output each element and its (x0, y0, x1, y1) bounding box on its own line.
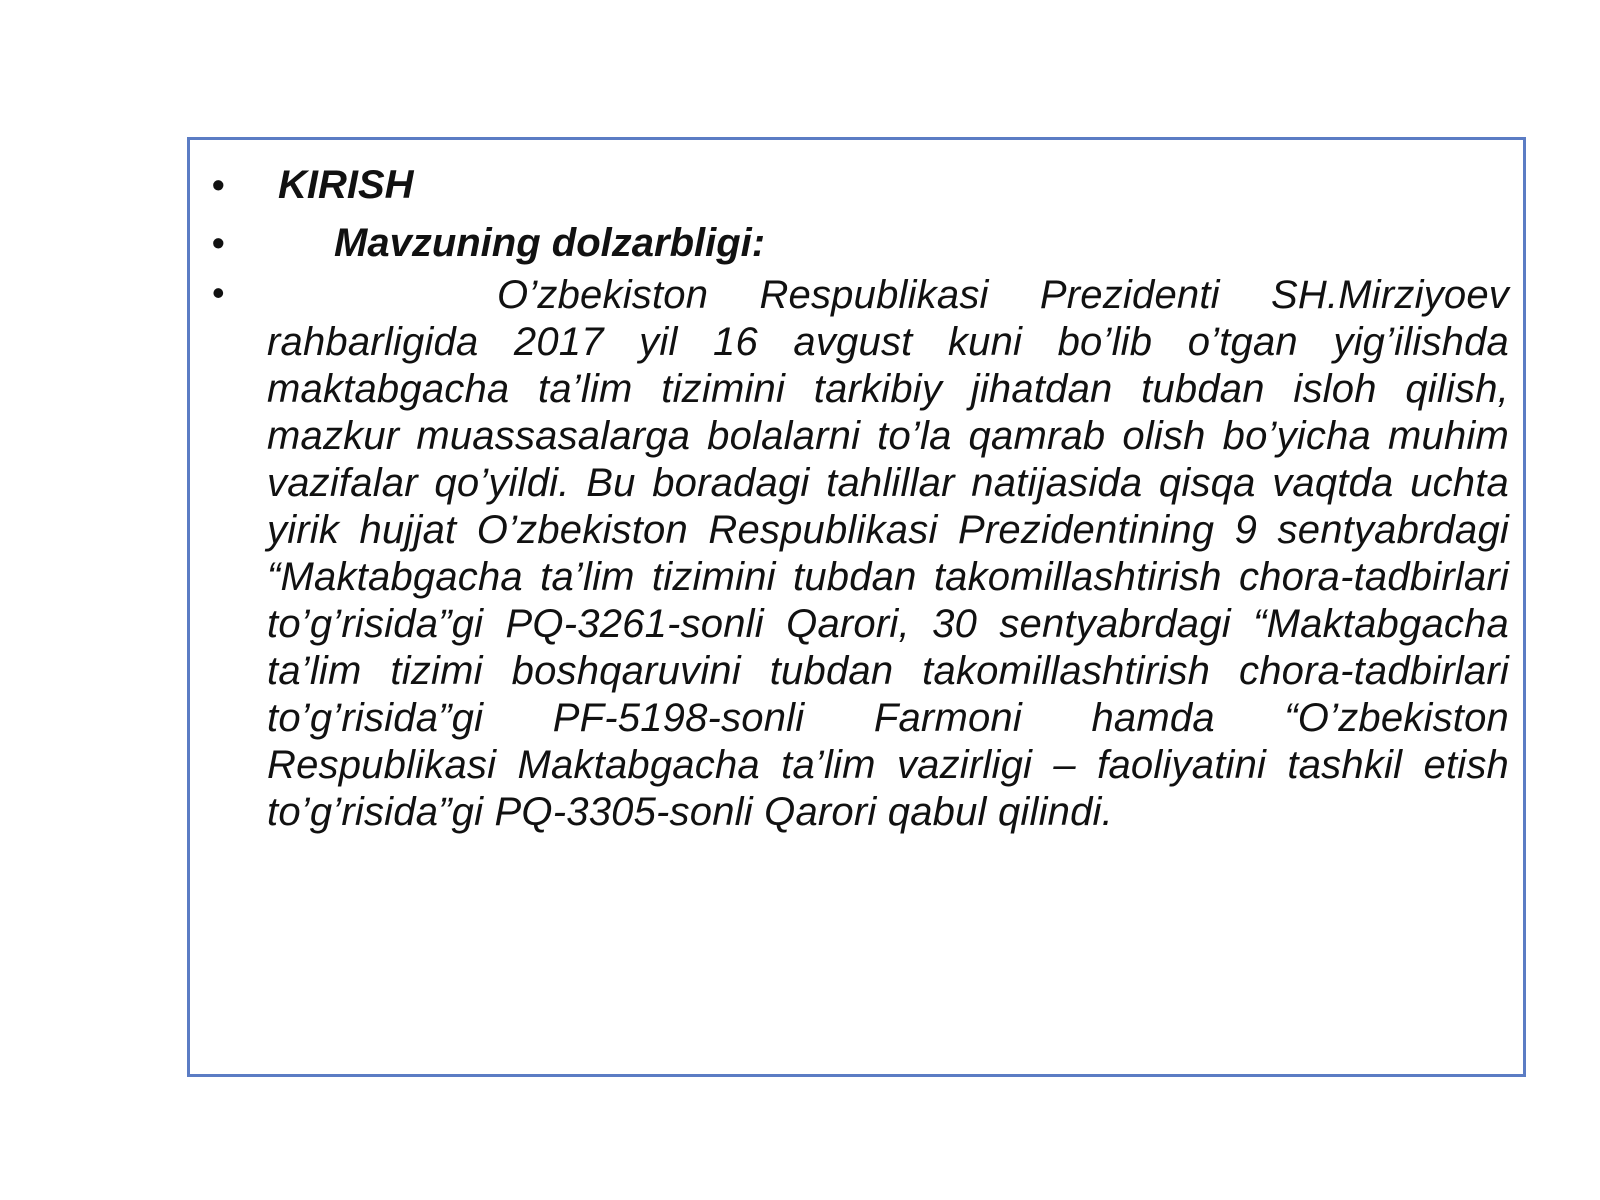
bullet-icon: • (212, 272, 225, 313)
intro-heading: KIRISH (278, 163, 414, 207)
topic-heading: Mavzuning dolzarbligi: (334, 221, 766, 265)
slide-text-frame (187, 137, 1526, 1077)
body-paragraph: O’zbekiston Respublikasi Prezidenti SH.Mirziyoev rahbarligida 2017 yil 16 avgust kuni bo’lib o’tgan yig’ilishda maktabgacha ta’lim tizimini tarkibiy jihatdan tubdan isloh qilish, mazkur muassasalarga bolalarni to’la qamrab olish bo’yicha muhim vazifalar qo’yildi. Bu boradagi tahlillar natijasida qisqa vaqtda uchta yirik hujjat O’zbekiston Respublikasi Prezidentining 9 sentyabrdagi “Maktabgacha ta’lim tizimini tubdan takomillashtirish chora-tadbirlari to’g’risida”gi PQ-3261-sonli Qarori, 30 sentyabrdagi “Maktabgacha ta’lim tizimi boshqaruvini tubdan takomillashtirish chora-tadbirlari to’g’risida”gi PF-5198-sonli Farmoni hamda “O’zbekiston Respublikasi Maktabgacha ta’lim vazirligi – faoliyatini tashkil etish to’g’risida”gi PQ-3305-sonli Qarori qabul qilindi. (267, 273, 1509, 834)
bullet-icon: • (212, 164, 225, 205)
bullet-icon: • (212, 222, 225, 263)
